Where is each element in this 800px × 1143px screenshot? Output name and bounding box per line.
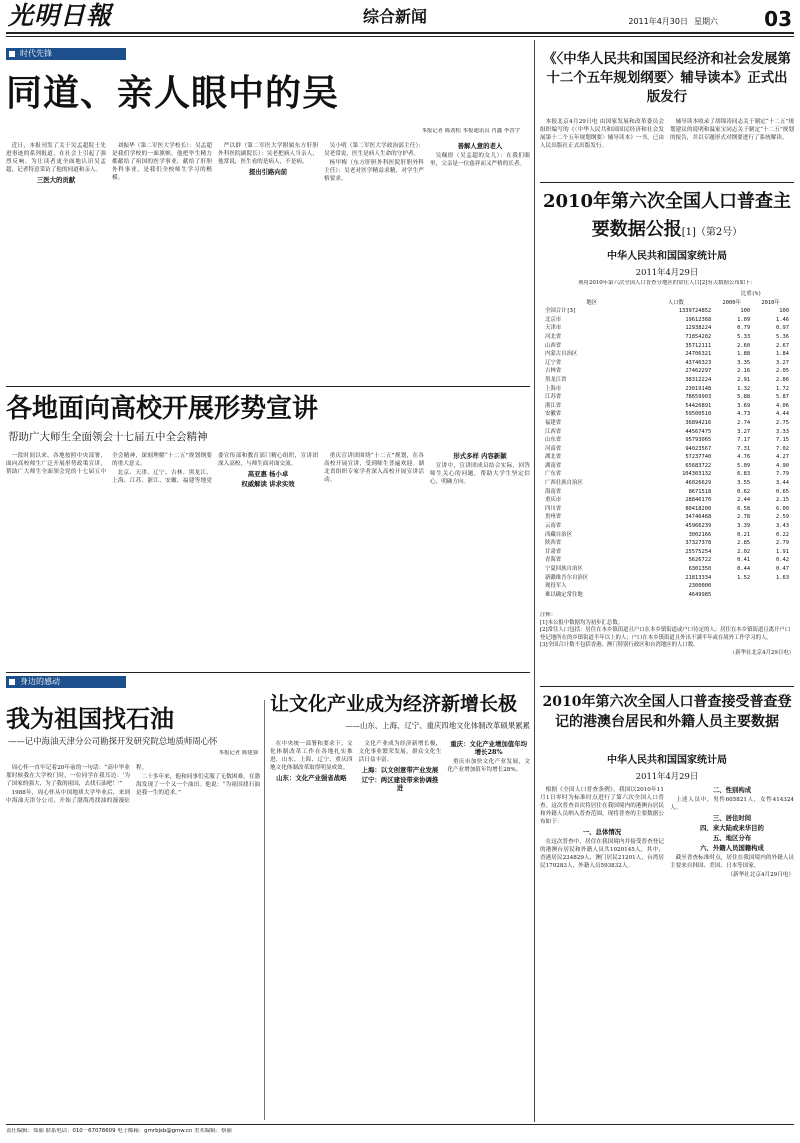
table-cell: 2.05	[776, 368, 789, 375]
story7-section: 二、性别构成	[712, 786, 752, 794]
table-cell: 3.35	[737, 359, 751, 366]
story4-paragraph: 重庆市加快文化产业发展，文化产业增加值年均增长28%。	[447, 759, 530, 773]
table-cell: 上海市	[545, 385, 562, 392]
story6-headline-suffix: [1]（第2号）	[681, 227, 743, 238]
table-cell: 广东省	[545, 471, 562, 478]
table-cell: 21813334	[685, 574, 712, 581]
table-row	[544, 376, 790, 385]
story3-paragraph: 二十多年来，他和同事们克服了无数困难，在渤海发现了一个又一个油田。他说：“为祖国找石油是我一生的追求。”	[136, 773, 260, 796]
table-cell: 3.43	[776, 523, 789, 530]
table-cell: 2.79	[776, 540, 789, 547]
table-cell: 78659903	[685, 394, 712, 401]
story2-paragraph: 重庆宣讲团围绕“十二五”规划，在各高校开展宣讲，受到师生普遍欢迎。湖北省组织专家学者深入高校开展宣讲活动。	[324, 453, 424, 483]
column-header: 地区	[586, 299, 598, 306]
story4-subhead-item: 山东：文化产业强省战略	[276, 774, 347, 782]
table-row	[544, 367, 790, 376]
table-cell: 2.02	[737, 548, 751, 555]
story4-subhead-item: 辽宁：两区建设带来协调推进	[361, 776, 439, 792]
story1-subhead: 三医大的贡献	[36, 176, 76, 184]
story1-paragraph: 近日，本报刊发了关于吴孟超院士先进事迹的系列报道，在社会上引起了强烈反响。为让读者更全面地认识吴孟超，记者特意采访了他的同道和亲人。	[6, 143, 106, 173]
table-cell: 34746468	[685, 514, 712, 521]
table-cell: 23019148	[685, 385, 712, 392]
table-cell: 0.42	[776, 557, 789, 564]
table-cell: 0.41	[737, 557, 751, 564]
story7-issuer: 中华人民共和国国家统计局	[607, 755, 727, 766]
table-cell: 54426891	[685, 402, 712, 409]
table-cell: 4.44	[776, 411, 789, 418]
column-header: 人口数	[667, 299, 684, 306]
story5-paragraph: 本报北京4月29日电 由国家发展和改革委员会组织编写的《〈中华人民共和国国民经济和社会发展第十二个五年规划纲要〉辅导读本》一书，已由人民出版社正式出版发行。	[540, 119, 664, 149]
table-row	[544, 359, 790, 368]
story2-subhead: 权威解读 讲求实效	[241, 480, 295, 488]
table-cell: 3.55	[737, 480, 751, 487]
story2-subhead: 形式多样 内容新颖	[453, 452, 507, 460]
story7-section: 五、地区分布	[712, 834, 752, 842]
table-cell: 湖南省	[545, 462, 562, 469]
table-cell: 黑龙江省	[545, 376, 567, 383]
table-cell: 94023567	[685, 445, 712, 452]
table-cell: 5.87	[776, 394, 789, 401]
table-cell: 1.46	[776, 316, 789, 323]
table-row	[544, 496, 790, 505]
table-row	[544, 445, 790, 454]
table-cell: 104303132	[682, 471, 712, 478]
table-cell: 河南省	[545, 445, 562, 452]
table-row	[544, 402, 790, 411]
story1-paragraph: 杨甲梅（东方肝胆外科医院肝胆外科主任）：吴老对医学精益求精，对学生严格要求。	[324, 159, 424, 182]
table-cell: 2.60	[737, 342, 751, 349]
table-cell: 0.97	[776, 325, 789, 332]
table-cell: 5.09	[737, 462, 751, 469]
table-cell: 24706321	[685, 351, 712, 358]
story1-subhead: 提出引路向前	[248, 168, 288, 176]
table-cell: 2.15	[776, 497, 789, 504]
story4-subhead-item: 重庆：文化产业增加值年均增长28%	[450, 740, 527, 756]
story1-paragraph: 刘振华（第二军医大学校长）：吴孟超是我们学校的一面旗帜。他把毕生精力都献给了祖国的医学事业，献给了肝胆外科事业，是我们全校师生学习的楷模。	[112, 143, 212, 181]
table-cell: 2.59	[776, 514, 789, 521]
table-cell: 100	[779, 308, 789, 315]
table-cell: 山东省	[545, 437, 562, 444]
table-row	[544, 428, 790, 437]
story1-paragraph: 吴小明（第二军医大学政治部主任）：吴老常说，医生是病人生命的守护者。	[324, 143, 424, 157]
table-cell: 广西壮族自治区	[545, 480, 583, 487]
story7-paragraph: 在这次普查中，居住在我国境内并接受普查登记的港澳台居民和外籍人员共1020145人，其中，香港居民234829人，澳门居民21201人，台湾居民170283人，外籍人员593832人。	[540, 839, 664, 869]
table-cell: 59500510	[685, 411, 712, 418]
story7-section: 六、外籍人员国籍构成	[700, 844, 764, 852]
table-cell: 27462297	[685, 368, 712, 375]
story4-subhead-item: 上海：以文创意带产业发展	[361, 766, 439, 774]
table-cell: 3.44	[776, 480, 789, 487]
table-cell: 新疆维吾尔自治区	[545, 574, 589, 581]
table-cell: 西藏自治区	[545, 531, 572, 538]
note-item: [1]本公报中数据均为初步汇总数。	[540, 619, 624, 626]
table-cell: 12938224	[685, 325, 712, 332]
table-cell: 吉林省	[545, 368, 562, 375]
table-row	[544, 385, 790, 394]
story4-paragraph: 在中央统一部署和要求下，文化体制改革工作在各地扎实推进，山东、上海、辽宁、重庆四地文化体制改革取得明显成效。	[270, 741, 353, 771]
story1-paragraph: 吴佩煜（吴孟超的女儿）：在我们眼里，父亲是一位慈祥而又严格的长者。	[430, 153, 530, 167]
table-cell: 71854202	[685, 333, 712, 340]
table-cell: 5.88	[737, 394, 751, 401]
table-cell: 5626722	[688, 557, 712, 564]
table-cell: 2.86	[776, 376, 789, 383]
table-cell: 100	[740, 308, 751, 315]
story4-headline: 让文化产业成为经济新增长极	[270, 693, 518, 715]
table-cell: 浙江省	[545, 402, 562, 409]
table-cell: 7.02	[776, 445, 789, 452]
column-header: 2000年	[722, 299, 741, 306]
table-row	[544, 410, 790, 419]
table-row	[544, 565, 790, 574]
table-row	[544, 436, 790, 445]
table-cell: 45966239	[685, 523, 712, 530]
note-item: [2]常住人口包括：居住在本乡镇街道且户口在本乡镇街道或户口待定的人；居住在本乡镇街道且离开户口登记地所在的乡镇街道半年以上的人；户口在本乡镇街道且外出不满半年或在境外工作学习的人。	[540, 627, 791, 641]
note-item: [3]全国合计数不包括香港、澳门特别行政区和台湾地区的人口数。	[540, 642, 699, 649]
story6-source: （新华社北京4月29日电）	[729, 649, 794, 656]
table-cell: 0.21	[737, 531, 751, 538]
table-cell: 全国合计[3]	[545, 308, 577, 315]
table-cell: 3002166	[688, 531, 712, 538]
table-cell: 海南省	[545, 488, 562, 495]
story4-body	[270, 740, 530, 1120]
story6-headline	[540, 188, 794, 248]
table-cell	[712, 582, 751, 591]
table-cell: 2.78	[737, 514, 751, 521]
story2-paragraph: 宣讲中，宣讲团成员结合实际，回答师生关心的问题，帮助大学生坚定信心，明确方向。	[430, 463, 530, 485]
table-cell: 湖北省	[545, 454, 562, 461]
table-cell: 四川省	[545, 505, 562, 512]
notes-title: 注释：	[540, 612, 557, 618]
table-cell: 4649985	[688, 591, 712, 598]
table-cell: 内蒙古自治区	[545, 351, 578, 358]
table-row	[544, 574, 790, 583]
table-row	[544, 582, 790, 591]
story7-section: 一、总体情况	[582, 828, 622, 836]
table-cell: 65683722	[685, 462, 712, 469]
story3-body	[6, 764, 260, 1120]
column-rule	[264, 700, 265, 1120]
table-cell: 1.09	[737, 316, 751, 323]
section-tag-touching: 身边的感动	[6, 676, 126, 688]
table-cell: 6301350	[688, 566, 712, 572]
table-cell: 80418200	[685, 505, 712, 512]
section-title: 综合新闻	[362, 7, 427, 26]
table-row	[544, 505, 790, 514]
table-cell: 7.79	[776, 471, 789, 478]
story5-headline: 《〈中华人民共和国国民经济和社会发展第十二个五年规划纲要〉辅导读本》正式出版发行	[543, 51, 791, 105]
table-cell: 4.06	[776, 402, 789, 409]
table-cell: 3.33	[776, 428, 789, 435]
table-row	[544, 462, 790, 471]
table-cell: 天津市	[545, 325, 562, 332]
table-cell: 2.67	[776, 342, 789, 349]
table-cell: 1.52	[737, 574, 751, 581]
column-header: 2010年	[761, 299, 780, 306]
table-cell: 6.00	[776, 505, 789, 512]
table-cell: 57237740	[685, 454, 712, 461]
main-column-rule	[534, 40, 535, 1122]
column-group-header: 比重(%)	[740, 291, 762, 297]
table-cell: 青海省	[545, 557, 562, 564]
story2-paragraph: 一段时间以来，各地按照中央部署，面向高校师生广泛开展形势政策宣讲，帮助广大师生全面领会党的十七届五中全会精神，深刻理解“十二五”规划纲要的重大意义。	[6, 453, 212, 475]
story4-paragraph: 文化产业成为经济新增长极，文化事业繁荣发展，群众文化生活日益丰富。	[358, 741, 442, 763]
table-row	[544, 556, 790, 565]
table-row	[544, 470, 790, 479]
table-row	[544, 333, 790, 342]
story3-paragraph: 1988年，周心怀从中国地质大学毕业后，来到中海油天津分公司，开始了渤海湾找油的漫漫征程。	[6, 765, 148, 804]
story7-paragraph: 上述人员中，男性605821人，女性414324人。	[670, 797, 794, 811]
table-cell: 4.27	[776, 454, 789, 461]
story7-date: 2011年4月29日	[635, 771, 699, 781]
divider	[540, 182, 794, 183]
table-row	[544, 393, 790, 402]
table-cell: 云南省	[545, 523, 562, 530]
population-table	[544, 290, 790, 599]
story2-paragraph: 北京、天津、辽宁、吉林、黑龙江、上海、江苏、浙江、安徽、福建等地党委宣传部和教育部门精心组织，宣讲团深入高校，与师生面对面交流。	[112, 453, 318, 484]
table-cell: 2.44	[737, 497, 751, 504]
table-cell: 0.65	[776, 488, 789, 495]
table-cell: 2.91	[737, 376, 751, 383]
table-row	[544, 488, 790, 497]
table-cell: 3.39	[737, 523, 751, 530]
issue-date: 2011年4月30日	[628, 17, 688, 26]
table-cell: 1.91	[776, 548, 789, 555]
masthead-rule	[6, 32, 794, 34]
table-cell: 44567475	[685, 428, 712, 435]
table-cell: 3.27	[776, 359, 789, 366]
table-row	[544, 350, 790, 359]
table-cell: 3.27	[737, 428, 751, 435]
masthead-rule-thin	[6, 36, 794, 37]
table-cell: 37327378	[685, 540, 712, 547]
newspaper-logo: 光明日報	[8, 2, 113, 30]
table-cell: 0.22	[776, 531, 789, 538]
table-cell: 2.74	[737, 419, 751, 426]
table-cell: 辽宁省	[545, 359, 562, 366]
table-row	[544, 539, 790, 548]
story7-source: （新华社北京4月29日电）	[727, 871, 794, 878]
divider	[540, 686, 794, 687]
story7-body	[540, 786, 794, 1122]
story1-body	[6, 142, 530, 382]
table-cell	[712, 591, 751, 600]
table-cell: 28846170	[685, 497, 712, 504]
table-cell: 0.79	[737, 325, 751, 332]
table-cell: 0.47	[776, 566, 789, 572]
table-row	[544, 453, 790, 462]
table-cell: 1.63	[776, 574, 789, 581]
story1-subhead: 善解人意的老人	[457, 142, 503, 150]
table-row	[544, 324, 790, 333]
story3-subhead: ——记中海油天津分公司勘探开发研究院总地质师周心怀	[8, 736, 218, 746]
column-header	[544, 290, 639, 299]
story7-paragraph: 截至普查标准时点，居住在我国境内的外籍人员主要来自韩国、美国、日本等国家。	[670, 855, 794, 869]
story7-paragraph: 根据《全国人口普查条例》，我国以2010年11月1日零时为标准时点进行了第六次全国人口普查。这次普查首次将居住在我国境内的港澳台居民和外籍人员纳入普查范围，现将普查的主要数据公布如下：	[540, 787, 664, 825]
table-cell: 甘肃省	[545, 548, 562, 555]
table-cell: 4.90	[776, 462, 789, 469]
story7-headline: 2010年第六次全国人口普查接受普查登记的港澳台居民和外籍人员主要数据	[542, 694, 792, 730]
table-cell: 1.72	[776, 385, 789, 392]
table-cell: 35712111	[685, 342, 712, 349]
table-cell: 19612368	[685, 316, 712, 323]
footer-rule	[6, 1124, 794, 1125]
table-row	[544, 307, 790, 316]
table-cell: 43746323	[685, 359, 712, 366]
story6-intro: 现将2010年第六次全国人口普查分地区的常住人口[2]有关数据公布如下：	[578, 280, 756, 286]
table-cell: 4.76	[737, 454, 751, 461]
issue-weekday: 星期六	[694, 17, 718, 26]
story5-paragraph: 辅导读本收录了胡锦涛同志关于制定“十二五”规划建议的说明和温家宝同志关于制定“十二五”规划的报告，并以专题形式对纲要进行了系统解读。	[670, 119, 794, 141]
table-cell: 2.75	[776, 419, 789, 426]
table-cell: 7.31	[737, 445, 751, 452]
divider	[6, 386, 530, 387]
table-cell: 95793065	[685, 437, 712, 444]
table-cell: 北京市	[545, 316, 562, 323]
story1-byline: 本报记者 陈劲松 本报通讯员 肖鑫 李晋宇	[421, 128, 520, 134]
divider	[6, 672, 530, 673]
table-cell: 5.33	[737, 333, 751, 340]
table-row	[544, 522, 790, 531]
table-row	[544, 479, 790, 488]
story1-headline: 同道、亲人眼中的吴	[6, 72, 340, 114]
table-cell: 0.44	[737, 566, 751, 572]
table-cell: 38312224	[685, 376, 712, 383]
story2-body	[6, 452, 530, 666]
table-header-row	[544, 290, 790, 299]
section-tag-pioneer: 时代先锋	[6, 48, 126, 60]
table-cell: 重庆市	[545, 497, 562, 504]
table-cell: 现役军人	[545, 583, 567, 590]
table-cell: 0.62	[737, 488, 751, 495]
story1-paragraph: 严以群（第二军医大学附属东方肝胆外科医院副院长）：吴老把病人当亲人，他常说，医生看的是病人，不是病。	[218, 143, 318, 165]
story3-paragraph: 周心怀一直牢记着20年前的一句话：“高中毕业那时候我在大学校门时，一位同学在我耳边：‘为了国家的强大，为了我的祖国，去找石油吧！’”	[6, 765, 130, 787]
table-cell: 2.16	[737, 368, 751, 375]
story6-date: 2011年4月29日	[635, 267, 699, 277]
table-cell: 25575254	[685, 548, 712, 555]
table-cell: 贵州省	[545, 514, 562, 521]
table-cell: 江苏省	[545, 394, 562, 401]
table-cell: 1.88	[737, 351, 751, 358]
table-cell: 46026629	[685, 480, 712, 487]
table-cell: 36894216	[685, 419, 712, 426]
table-cell: 难以确定常住地	[545, 591, 583, 598]
table-cell: 2.85	[737, 540, 751, 547]
table-cell: 宁夏回族自治区	[545, 566, 583, 572]
table-cell: 4.73	[737, 411, 751, 418]
story2-credit: 高亚惠 杨小卓	[247, 470, 289, 478]
column-header	[639, 290, 712, 299]
table-cell	[751, 582, 790, 591]
table-cell: 3.69	[737, 402, 751, 409]
table-cell: 1.84	[776, 351, 789, 358]
table-cell: 2300000	[688, 583, 712, 590]
table-row	[544, 316, 790, 325]
table-row	[544, 419, 790, 428]
population-table-body	[544, 307, 790, 599]
story2-headline: 各地面向高校开展形势宣讲	[6, 394, 319, 424]
table-cell: 5.36	[776, 333, 789, 340]
story6-issuer: 中华人民共和国国家统计局	[607, 251, 727, 262]
table-cell: 6.83	[737, 471, 751, 478]
table-cell: 8671518	[688, 488, 712, 495]
table-row	[544, 531, 790, 540]
table-cell: 1339724852	[678, 308, 712, 315]
table-row	[544, 513, 790, 522]
table-cell: 河北省	[545, 333, 562, 340]
masthead	[0, 0, 800, 34]
story5-body	[540, 118, 794, 178]
story7-section: 三、居住时间	[712, 814, 752, 822]
story6-notes	[540, 612, 794, 682]
table-cell: 7.17	[737, 437, 751, 444]
page-number: 03	[764, 8, 792, 30]
story2-subhead: 帮助广大师生全面领会十七届五中全会精神	[8, 431, 208, 443]
table-cell	[751, 591, 790, 600]
table-cell: 1.32	[737, 385, 751, 392]
table-row	[544, 342, 790, 351]
table-cell: 陕西省	[545, 540, 562, 547]
table-cell: 安徽省	[545, 411, 562, 418]
story7-section: 四、来大陆或来华目的	[700, 824, 764, 832]
table-cell: 福建省	[545, 419, 562, 426]
table-row	[544, 591, 790, 600]
table-cell: 山西省	[545, 342, 562, 349]
table-cell: 7.15	[776, 437, 789, 444]
population-table-wrap	[544, 290, 790, 608]
story3-headline: 我为祖国找石油	[6, 704, 174, 733]
story3-byline: 本报记者 陈建强	[218, 750, 258, 756]
table-row	[544, 548, 790, 557]
story6-headline-text: 2010年第六次全国人口普查主要数据公报	[542, 191, 792, 240]
table-header-row	[544, 299, 790, 308]
table-cell: 6.58	[737, 505, 751, 512]
page-footer: 责任编辑：郑丽 联系电话：010－67078609 电子邮箱：gmrbjsb@gmw.cn 美术编辑：蔡丽	[6, 1128, 232, 1134]
table-cell: 江西省	[545, 428, 562, 435]
story4-subhead: ——山东、上海、辽宁、重庆四地文化体制改革硕果累累	[345, 721, 530, 730]
